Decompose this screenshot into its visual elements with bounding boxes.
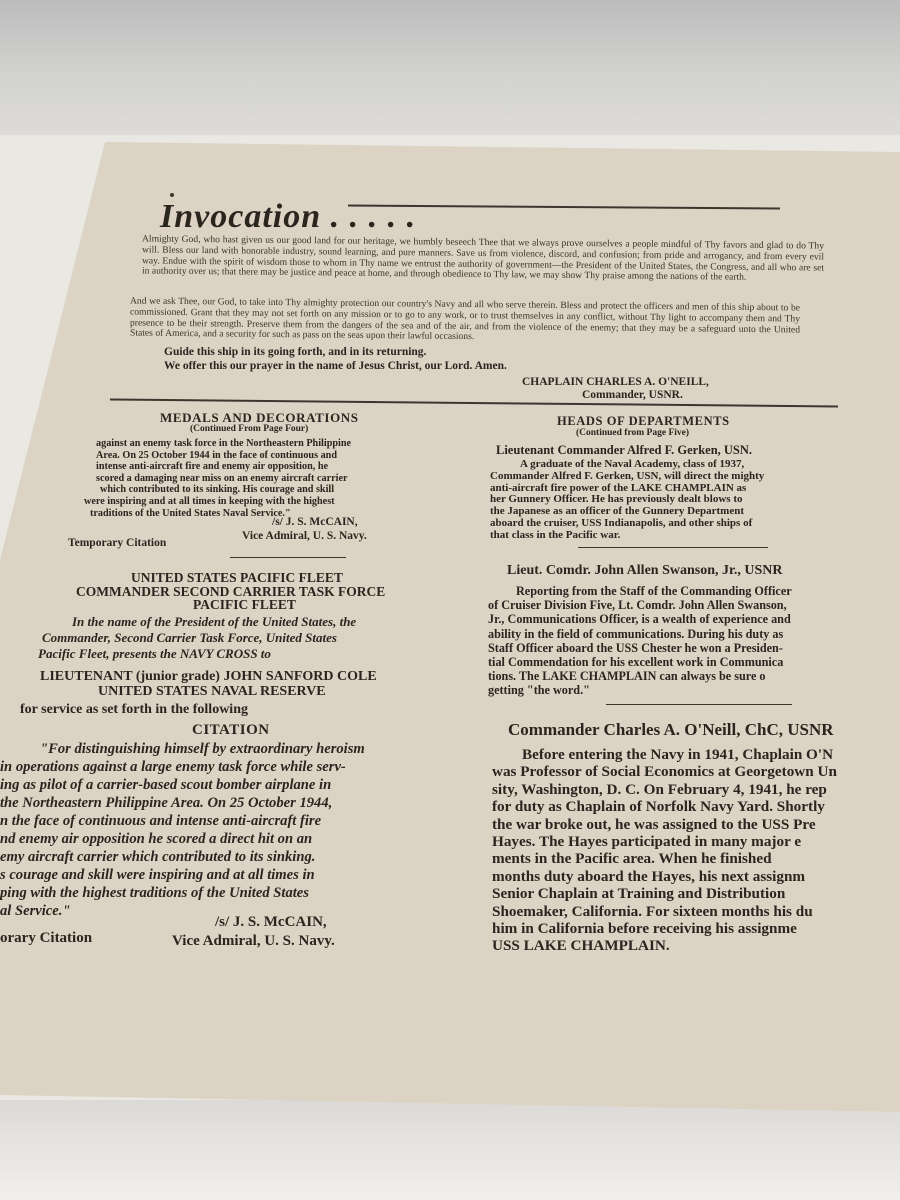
gerken-lines-line: aboard the cruiser, USS Indianapolis, and other ships of: [490, 517, 753, 529]
oneill-heading: Commander Charles A. O'Neill, ChC, USNR: [508, 720, 834, 739]
recipient-line-1: LIEUTENANT (junior grade) JOHN SANFORD COLE: [40, 669, 377, 684]
gerken-heading: Lieutenant Commander Alfred F. Gerken, USN.: [496, 443, 753, 457]
fleet-citation-line: emy aircraft carrier which contributed to its sinking.: [0, 849, 316, 865]
medals-lines-line: which contributed to its sinking. His courage and skill: [100, 484, 335, 496]
fleet-intro-line: Commander, Second Carrier Task Force, United States: [42, 630, 337, 645]
medals-signature-name: /s/ J. S. McCAIN,: [272, 516, 358, 528]
medals-lines-line: Area. On 25 October 1944 in the face of continuous and: [96, 449, 338, 461]
gerken-rule: [578, 547, 768, 548]
citation-heading: CITATION: [192, 722, 270, 738]
swanson-lines-line: Jr., Communications Officer, is a wealth of experience and: [488, 612, 791, 627]
gerken-lines-line: Commander Alfred F. Gerken, USN, will direct the mighty: [490, 469, 765, 482]
fleet-signature-rank: Vice Admiral, U. S. Navy.: [172, 933, 335, 949]
medals-continued: (Continued From Page Four): [190, 424, 309, 434]
heads-heading: HEADS OF DEPARTMENTS: [557, 414, 730, 428]
medals-heading: MEDALS AND DECORATIONS: [160, 410, 359, 425]
swanson-lines-line: tial Commendation for his excellent work in Communica: [488, 655, 784, 669]
medals-lines-line: were inspiring and at all times in keeping with the highest: [84, 496, 335, 507]
swanson-lines-line: Reporting from the Staff of the Commanding Officer: [516, 584, 792, 598]
invocation-paragraph-1: Almighty God, who hast given us our good land for our heritage, we humbly beseech Thee that we always prove ourselves a people mindful of Thy favors and glad to do Thy will. Bless our land with honorable industry, sound learning, and pure manners. Save us from violence, discord, and confusion; from pride and arrogancy, and from every evil way. Endue with the spirit of wisdom those to whom in Thy name we entrust the authority of government—the President of the United States, the Congress, and all who are set in authority over us; that there may be justice and peace at home, and through obedience to Thy law, we may show Thy praise among the nations of the earth.: [142, 233, 824, 284]
gerken-lines-line: her Gunnery Officer. He has previously dealt blows to: [490, 493, 743, 506]
oneill-lines-line: for duty as Chaplain of Norfolk Navy Yard. Shortly: [492, 798, 825, 816]
fleet-citation-line: "For distinguishing himself by extraordinary heroism: [40, 741, 365, 757]
gerken-lines-line: that class in the Pacific war.: [490, 528, 621, 541]
swanson-lines-line: ability in the field of communications. During his duty as: [488, 626, 784, 641]
medals-lines-line: scored a damaging near miss on an enemy aircraft carrier: [96, 472, 348, 484]
oneill-lines-line: was Professor of Social Economics at Georgetown Un: [492, 763, 837, 781]
fleet-signature-name: /s/ J. S. McCAIN,: [215, 914, 327, 930]
medals-signature-rank: Vice Admiral, U. S. Navy.: [242, 530, 367, 542]
oneill-lines-line: the war broke out, he was assigned to the USS Pre: [492, 815, 816, 833]
fleet-citation-line: al Service.": [0, 903, 71, 919]
recipient-line-2: UNITED STATES NAVAL RESERVE: [98, 684, 326, 699]
invocation-title: Invocation . . . . .: [160, 198, 417, 235]
fleet-header-1: UNITED STATES PACIFIC FLEET: [131, 570, 343, 585]
oneill-lines-line: Hayes. The Hayes participated in many major e: [492, 833, 802, 850]
swanson-lines-line: Staff Officer aboard the USS Chester he won a Presiden-: [488, 640, 783, 655]
gerken-lines-line: anti-aircraft fire power of the LAKE CHAMPLAIN as: [490, 481, 747, 494]
oneill-lines-line: Senior Chaplain at Training and Distribution: [492, 885, 786, 903]
oneill-lines-line: Shoemaker, California. For sixteen months his du: [492, 902, 813, 920]
swanson-lines-line: getting "the word.": [488, 683, 590, 698]
gerken-lines-line: the Japanese as an officer of the Gunnery Department: [490, 505, 744, 518]
fleet-temporary-citation: orary Citation: [0, 930, 93, 946]
oneill-lines-line: sity, Washington, D. C. On February 4, 1941, he rep: [492, 780, 827, 798]
fleet-citation-line: ing as pilot of a carrier-based scout bomber airplane in: [0, 777, 332, 793]
medals-lines-line: against an enemy task force in the Northeastern Philippine: [96, 438, 352, 449]
fleet-citation-line: nd enemy air opposition he scored a direct hit on an: [0, 831, 313, 847]
swanson-heading: Lieut. Comdr. John Allen Swanson, Jr., USNR: [507, 563, 783, 578]
oneill-lines-line: Before entering the Navy in 1941, Chaplain O'N: [522, 746, 834, 763]
invocation-guide-line: Guide this ship in its going forth, and in its returning.: [164, 346, 427, 358]
swanson-lines-line: tions. The LAKE CHAMPLAIN can always be sure o: [488, 669, 766, 684]
fleet-header-2: COMMANDER SECOND CARRIER TASK FORCE: [76, 584, 386, 599]
heads-continued: (Continued from Page Five): [576, 428, 690, 438]
medals-temporary-citation: Temporary Citation: [68, 537, 167, 549]
oneill-lines-line: months duty aboard the Hayes, his next assignm: [492, 867, 806, 885]
background-table: [0, 1100, 900, 1200]
invocation-signature-rank: Commander, USNR.: [582, 389, 683, 401]
fleet-citation-line: the Northeastern Philippine Area. On 25 October 1944,: [0, 795, 333, 811]
fleet-citation-line: in operations against a large enemy task force while serv-: [0, 759, 346, 775]
oneill-lines-line: USS LAKE CHAMPLAIN.: [492, 937, 670, 955]
invocation-prayer-line: We offer this our prayer in the name of Jesus Christ, our Lord. Amen.: [164, 360, 507, 372]
fleet-citation-line: n the face of continuous and intense anti-aircraft fire: [0, 813, 322, 829]
medals-rule: [230, 557, 346, 558]
invocation-signature-name: CHAPLAIN CHARLES A. O'NEILL,: [522, 376, 709, 388]
fleet-citation-line: ping with the highest traditions of the United States: [0, 885, 309, 901]
swanson-lines-line: of Cruiser Division Five, Lt. Comdr. John Allen Swanson,: [488, 598, 787, 613]
invocation-paragraph-2: And we ask Thee, our God, to take into Thy almighty protection our country's Navy and all who serve therein. Bless and protect the officers and men of this ship about to be commissioned. Grant that they may not set forth on any mission or to go to any work, or to trust themselves in any conflict, without Thy light to accompany them and Thy presence to be their strength. Preserve them from the dangers of the sea and of the air, and from the violence of the enemy; that they may be a safeguard unto the United States of America, and a security for such as pass on the seas upon their lawful occasions.: [130, 295, 800, 343]
oneill-lines-line: ments in the Pacific area. When he finished: [492, 850, 772, 868]
for-service-line: for service as set forth in the following: [20, 702, 248, 717]
fleet-intro-line: In the name of the President of the United States, the: [72, 614, 357, 629]
gerken-lines-line: A graduate of the Naval Academy, class of 1937,: [520, 458, 745, 470]
oneill-lines-line: him in California before receiving his assignme: [492, 920, 797, 937]
fleet-citation-line: s courage and skill were inspiring and at all times in: [0, 867, 315, 883]
page-mark: [170, 193, 174, 197]
fleet-header-3: PACIFIC FLEET: [193, 597, 296, 612]
medals-lines-line: intense anti-aircraft fire and enemy air opposition, he: [96, 461, 329, 473]
medals-lines-line: traditions of the United States Naval Service.": [90, 507, 291, 519]
fleet-intro-line: Pacific Fleet, presents the NAVY CROSS to: [38, 646, 271, 661]
background-wall: [0, 0, 900, 135]
swanson-rule: [606, 704, 792, 705]
